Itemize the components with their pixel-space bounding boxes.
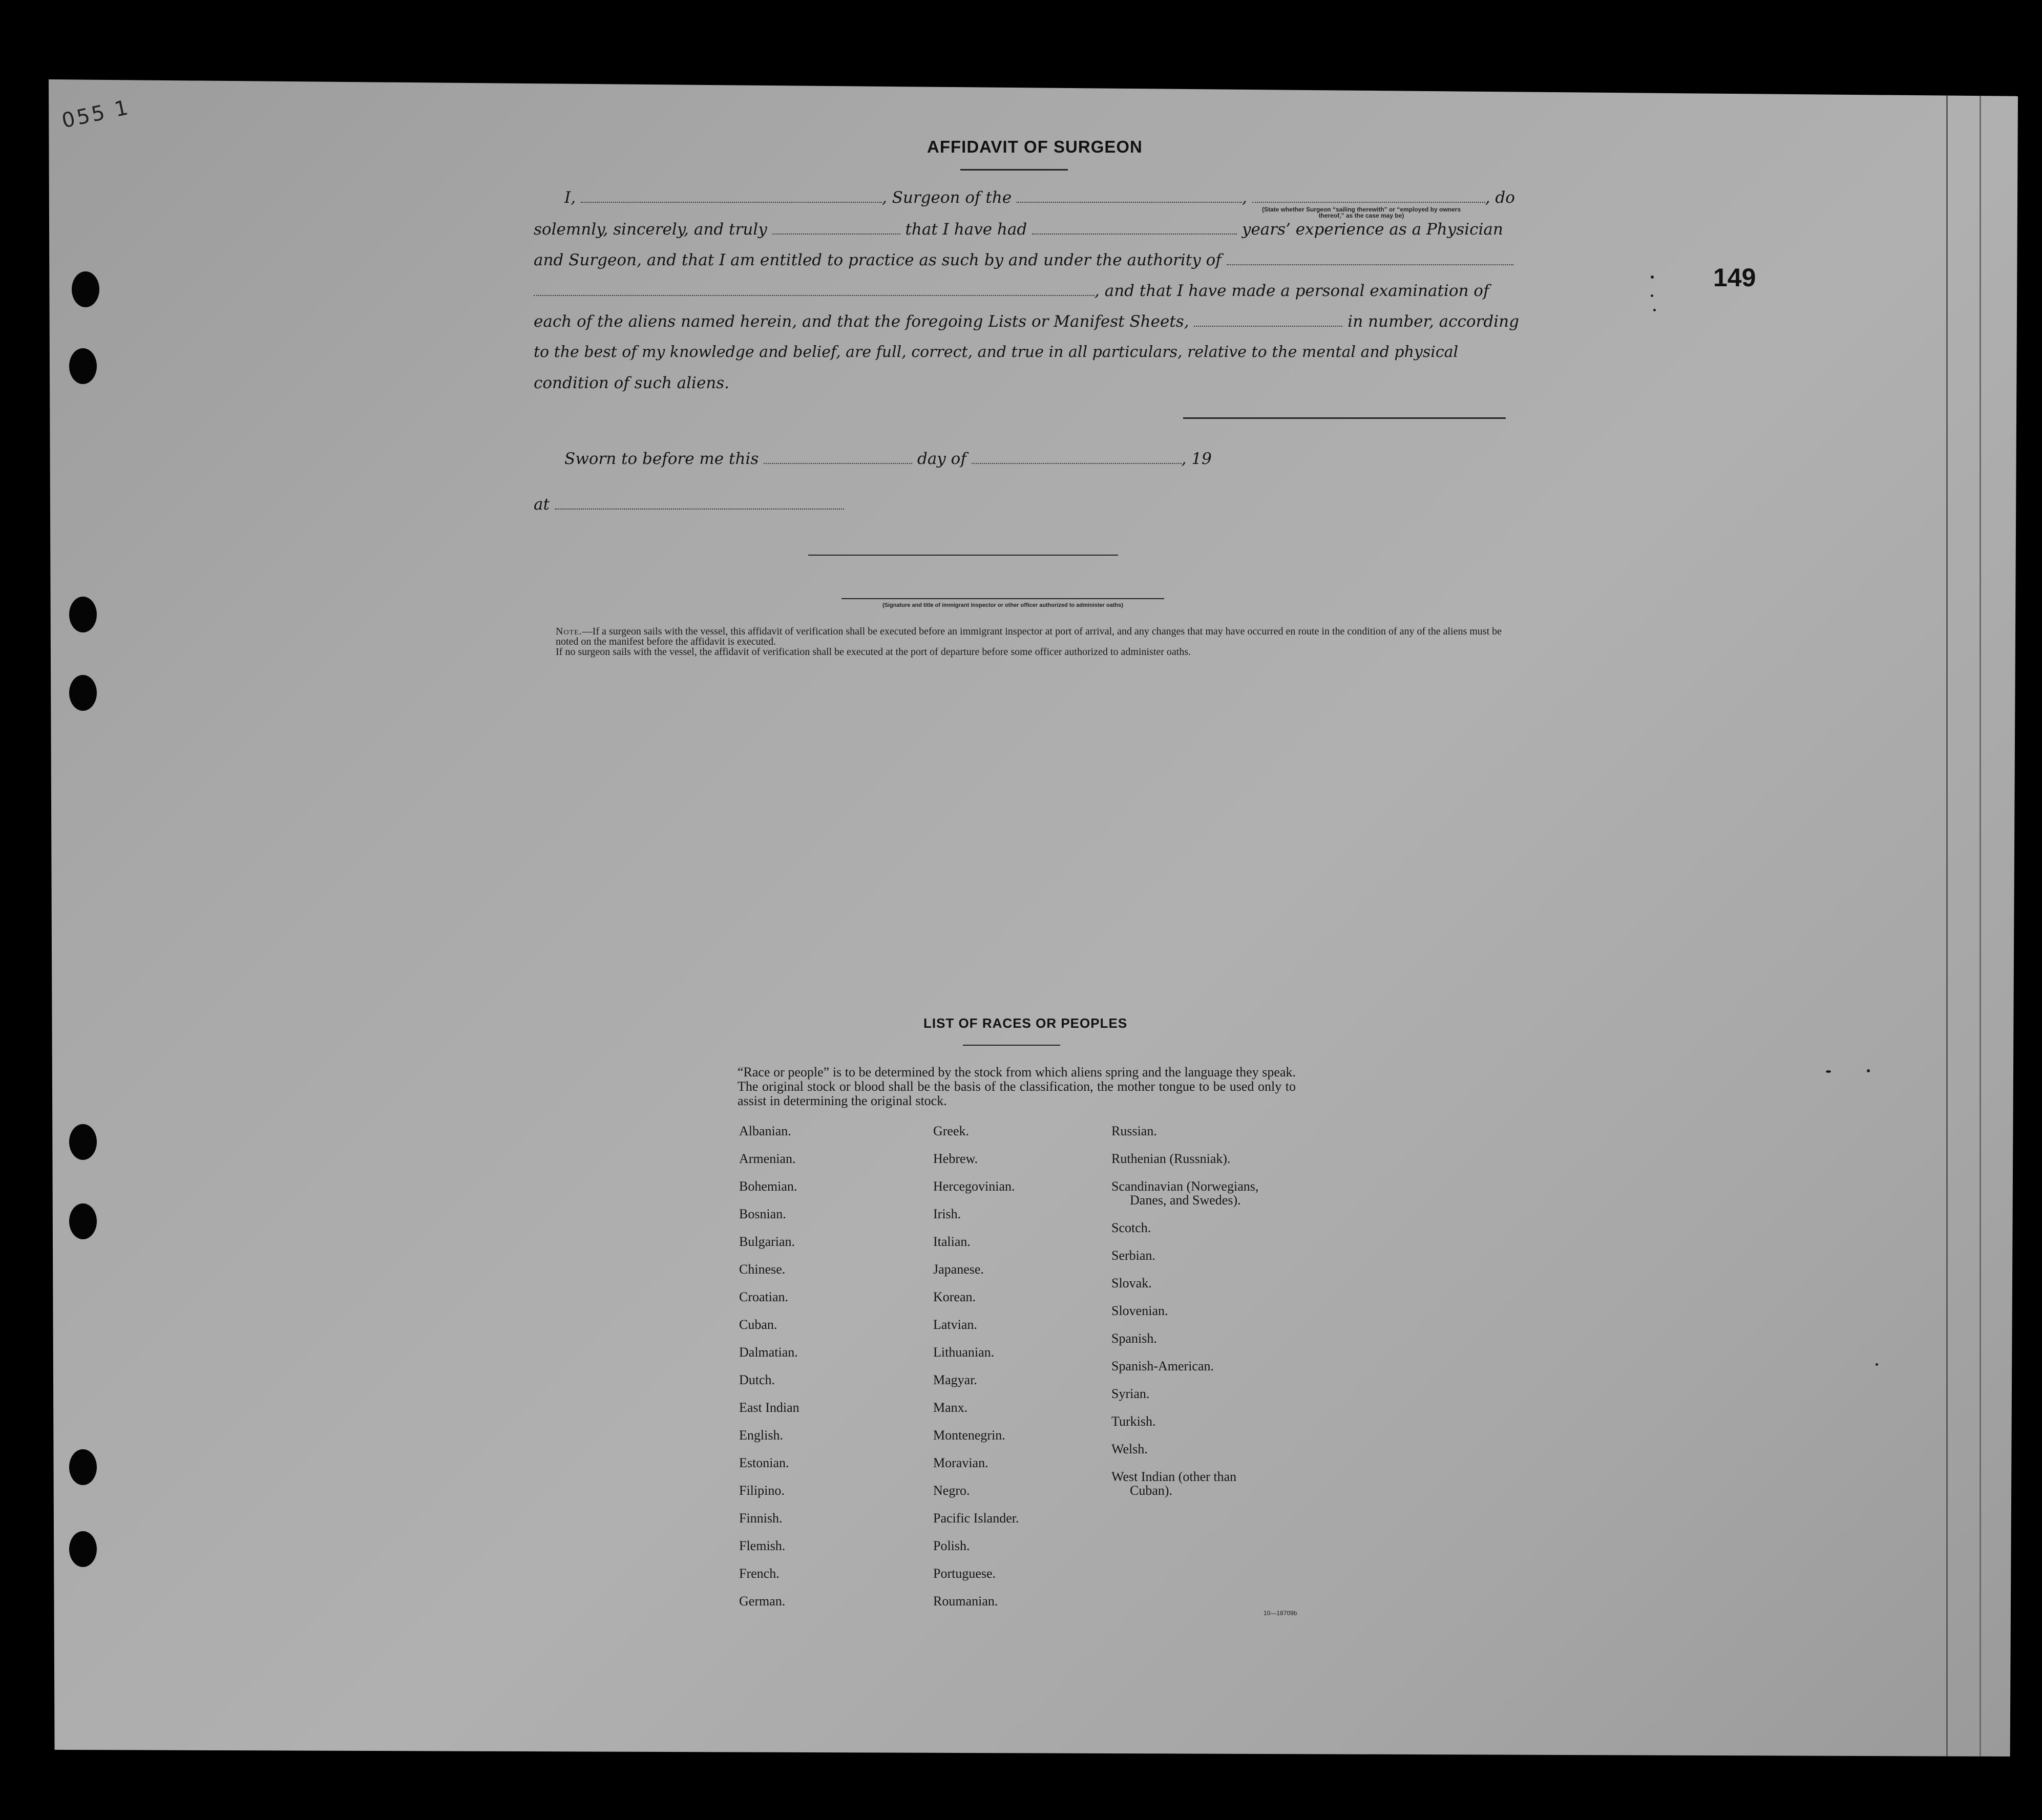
punch-hole: [72, 271, 99, 307]
race-item: Bohemian.: [739, 1179, 797, 1194]
affidavit-line-1: I, , Surgeon of the , , do: [534, 188, 1509, 215]
races-intro: “Race or people” is to be determined by the stock from which aliens spring and the language they speak. The original stock or blood shall be the basis of the classification, the mother tongue to be used only to assist in determining the original stock.: [738, 1065, 1296, 1108]
affidavit-line-3: and Surgeon, and that I am entitled to practice as such by and under the authority of: [534, 251, 1509, 278]
race-item: Negro.: [933, 1483, 970, 1498]
affidavit-note: [556, 626, 1511, 657]
race-item: Filipino.: [739, 1483, 785, 1498]
officer-title-line[interactable]: [841, 598, 1164, 599]
margin-rule: [1980, 79, 1981, 1756]
race-item: Estonian.: [739, 1455, 789, 1470]
speck: [1876, 1363, 1878, 1366]
race-item: Lithuanian.: [933, 1345, 995, 1360]
race-item: East Indian: [739, 1400, 799, 1415]
race-item: Turkish.: [1111, 1414, 1156, 1429]
officer-signature-line[interactable]: [808, 555, 1118, 556]
sheet-count-field[interactable]: [1194, 313, 1342, 327]
sworn-day-field[interactable]: [764, 451, 912, 464]
sworn-month-field[interactable]: [972, 451, 1182, 464]
race-item: Portuguese.: [933, 1566, 996, 1581]
race-item: Moravian.: [933, 1455, 988, 1470]
speck: [1651, 276, 1654, 279]
race-item: Bulgarian.: [739, 1234, 795, 1249]
sworn-line: Sworn to before me this day of , 19: [564, 450, 1212, 468]
surgeon-signature-line[interactable]: [1183, 417, 1506, 419]
affidavit-line-6: to the best of my knowledge and belief, are full, correct, and true in all particulars, relative to the mental and physical: [534, 343, 1459, 361]
text-surgeon-of-the: , Surgeon of the: [881, 188, 1012, 207]
race-item: Syrian.: [1111, 1386, 1150, 1401]
margin-rule: [1946, 79, 1948, 1756]
race-item: Latvian.: [933, 1317, 977, 1332]
race-item: Dalmatian.: [739, 1345, 798, 1360]
authority-field[interactable]: [1227, 252, 1513, 265]
speck: [1651, 294, 1653, 297]
race-item: Cuban.: [739, 1317, 777, 1332]
vessel-name-field[interactable]: [1017, 189, 1242, 203]
oath-manner-field[interactable]: [772, 221, 900, 235]
race-item: Polish.: [933, 1538, 970, 1553]
race-item: Scotch.: [1111, 1220, 1151, 1235]
speck: [1653, 309, 1656, 311]
text-i: I,: [564, 188, 576, 207]
affidavit-title: AFFIDAVIT OF SURGEON: [927, 137, 1143, 156]
sailing-status-caption: (State whether Surgeon “sailing therewith” or “employed by owners thereof,” as the case may be): [1261, 206, 1461, 219]
punch-hole: [69, 1531, 97, 1567]
race-item: Spanish.: [1111, 1331, 1157, 1346]
affidavit-line-7: condition of such aliens.: [534, 374, 730, 392]
officer-caption: (Signature and title of immigrant inspector or other officer authorized to administer oaths): [882, 602, 1123, 608]
race-item: Manx.: [933, 1400, 968, 1415]
punch-hole: [69, 1124, 97, 1160]
race-item: Dutch.: [739, 1372, 775, 1387]
note-text-1: —If a surgeon sails with the vessel, this affidavit of verification shall be executed before an immigrant inspector at port of arrival, and any changes that may have occurred en route in the condition of any of the aliens must be noted on the manifest before the affidavit is executed.: [556, 626, 1502, 647]
races-column-2: [933, 1124, 1019, 1622]
race-item: Armenian.: [739, 1151, 796, 1166]
race-item: French.: [739, 1566, 780, 1581]
title-underline: [960, 169, 1068, 171]
note-label: Note.: [556, 626, 582, 637]
years-experience-field[interactable]: [1032, 221, 1237, 235]
punch-hole: [69, 1203, 97, 1239]
races-column-3: [1111, 1124, 1258, 1511]
affidavit-line-2: solemnly, sincerely, and truly that I have had years’ experience as a Physician: [534, 220, 1503, 239]
race-item: Hebrew.: [933, 1151, 978, 1166]
races-title-underline: [963, 1045, 1060, 1046]
punch-hole: [69, 348, 97, 384]
race-item: Chinese.: [739, 1262, 786, 1277]
race-item: Croatian.: [739, 1289, 789, 1304]
race-item: West Indian (other than Cuban).: [1111, 1469, 1237, 1498]
race-item: German.: [739, 1594, 786, 1609]
race-item: Russian.: [1111, 1124, 1157, 1138]
race-item: Ruthenian (Russniak).: [1111, 1151, 1231, 1166]
race-item: Pacific Islander.: [933, 1511, 1019, 1526]
race-item: Welsh.: [1111, 1442, 1148, 1456]
race-item: Japanese.: [933, 1262, 984, 1277]
race-item: Italian.: [933, 1234, 971, 1249]
text-do: , do: [1485, 188, 1515, 207]
punch-hole: [69, 675, 97, 711]
speck: [1867, 1069, 1870, 1072]
race-item: Flemish.: [739, 1538, 786, 1553]
race-item: Irish.: [933, 1207, 961, 1221]
punch-hole: [69, 597, 97, 632]
races-title: LIST OF RACES OR PEOPLES: [923, 1015, 1128, 1031]
punch-hole: [69, 1449, 97, 1485]
race-item: Slovak.: [1111, 1276, 1152, 1290]
affidavit-line-4: , and that I have made a personal examination of: [534, 282, 1509, 308]
note-text-2: If no surgeon sails with the vessel, the affidavit of verification shall be executed at the port of departure before some officer authorized to administer oaths.: [556, 646, 1191, 658]
sailing-status-field[interactable]: [1252, 189, 1485, 203]
form-code: 10—18709b: [1264, 1610, 1297, 1617]
race-item: Greek.: [933, 1124, 970, 1138]
race-item: Bosnian.: [739, 1207, 786, 1221]
race-item: Magyar.: [933, 1372, 977, 1387]
speck: [1826, 1070, 1831, 1073]
handwritten-corner-note: 055 1: [59, 95, 132, 133]
race-item: Montenegrin.: [933, 1428, 1005, 1443]
affidavit-line-5: each of the aliens named herein, and that the foregoing Lists or Manifest Sheets, in number, according: [534, 312, 1519, 331]
surgeon-name-field[interactable]: [581, 189, 882, 203]
race-item: Scandinavian (Norwegians, Danes, and Swedes).: [1111, 1179, 1259, 1208]
race-item: Roumanian.: [933, 1594, 998, 1609]
race-item: Spanish-American.: [1111, 1359, 1214, 1373]
race-item: Slovenian.: [1111, 1303, 1168, 1318]
at-line: at: [534, 495, 1509, 522]
race-item: Hercegovinian.: [933, 1179, 1015, 1194]
race-item: Finnish.: [739, 1511, 783, 1526]
page-number: 149: [1713, 263, 1756, 292]
race-item: Korean.: [933, 1289, 976, 1304]
race-item: English.: [739, 1428, 783, 1443]
races-column-1: [739, 1124, 799, 1622]
authority-field-cont[interactable]: [534, 283, 1094, 296]
race-item: Albanian.: [739, 1124, 791, 1138]
race-item: Serbian.: [1111, 1248, 1155, 1263]
sworn-place-field[interactable]: [555, 496, 844, 510]
